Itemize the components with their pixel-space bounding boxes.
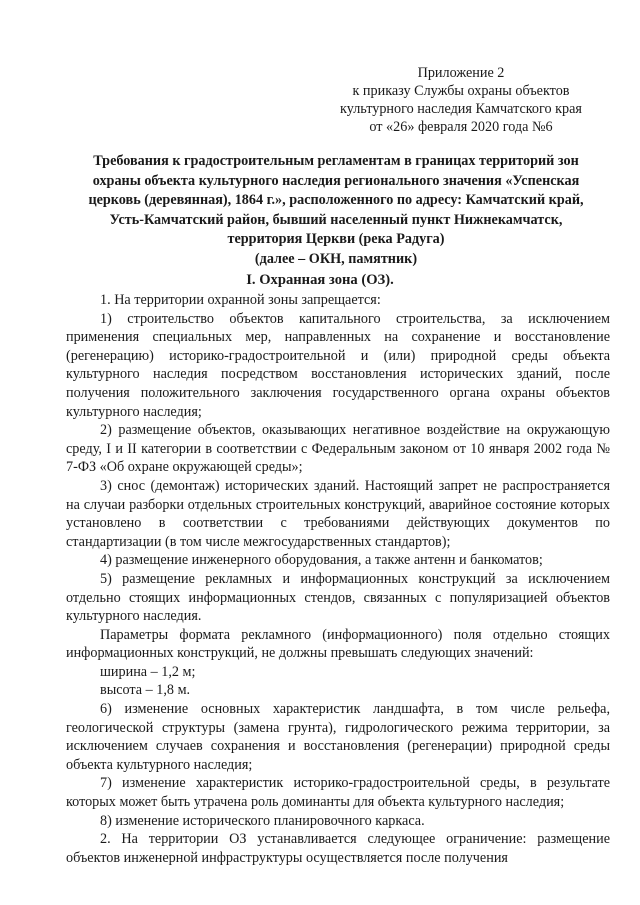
title-line: церковь (деревянная), 1864 г.», расположенного по адресу: Камчатский край, xyxy=(88,192,584,209)
paragraph: 2. На территории ОЗ устанавливается следующее ограничение: размещение объектов инженерной инфраструктуры осуществляется после получения xyxy=(66,831,610,866)
title-line: территория Церкви (река Радуга) xyxy=(227,231,445,248)
paragraph: 1) строительство объектов капитального строительства, за исключением применения специальных мер, направленных на сохранение и восстановление (регенерацию) историко-градостроительной и (или) природной среды объекта культурного наследия посредством восстановления исторических зданий, после получения положительного заключения государственного органа охраны объектов культурного наследия; xyxy=(66,310,610,420)
paragraph: ширина – 1,2 м; xyxy=(100,663,196,680)
paragraph: 7) изменение характеристик историко-градостроительной среды, в результате которых может быть утрачена роль доминанты для объекта культурного наследия; xyxy=(66,775,610,811)
title-line: Требования к градостроительным регламентам в границах территорий зон xyxy=(93,153,579,169)
paragraph: 8) изменение исторического планировочного каркаса. xyxy=(100,812,425,829)
section-body xyxy=(66,291,610,867)
paragraph: 4) размещение инженерного оборудования, а также антенн и банкоматов; xyxy=(100,552,543,569)
paragraph: 5) размещение рекламных и информационных конструкций за исключением отдельно стоящих информационных стендов, связанных с популяризацией объектов культурного наследия. xyxy=(66,570,610,625)
title-line: охраны объекта культурного наследия регионального значения «Успенская xyxy=(92,172,580,189)
paragraph: Параметры формата рекламного (информационного) поля отдельно стоящих информационных конструкций, не должны превышать следующих значений: xyxy=(66,626,610,662)
title-line: Усть-Камчатский район, бывший населенный пункт Нижнекамчатск, xyxy=(109,211,563,228)
title-line: (далее – ОКН, памятник) xyxy=(254,250,418,267)
section-heading: I. Охранная зона (ОЗ). xyxy=(246,272,394,288)
paragraph: 6) изменение основных характеристик ландшафта, в том числе рельефа, геологической структуры (замена грунта), гидрологического режима территории, за исключением случаев сохранения и восстановления (регенерации) природной среды объекта культурного наследия; xyxy=(66,701,610,773)
appendix-line: к приказу Службы охраны объектов xyxy=(352,83,570,99)
paragraph: 1. На территории охранной зоны запрещается: xyxy=(100,292,381,308)
paragraph: 3) снос (демонтаж) исторических зданий. Настоящий запрет не распространяется на случаи разборки отдельных строительных конструкций, аварийное состояние которых установлено в соответствии с требованиями действующих документов по стандартизации (в том числе межгосударственных стандартов); xyxy=(66,477,610,550)
paragraph: 2) размещение объектов, оказывающих негативное воздействие на окружающую среду, I и II категории в соответствии с Федеральным законом от 10 января 2002 года № 7-ФЗ «Об охране окружающей среды»; xyxy=(66,422,610,476)
appendix-line: Приложение 2 xyxy=(417,65,505,81)
appendix-header xyxy=(330,64,592,136)
appendix-line: культурного наследия Камчатского края xyxy=(340,101,582,117)
appendix-line: от «26» февраля 2020 года №6 xyxy=(369,119,553,135)
paragraph: высота – 1,8 м. xyxy=(100,682,191,699)
document-title xyxy=(75,152,597,270)
